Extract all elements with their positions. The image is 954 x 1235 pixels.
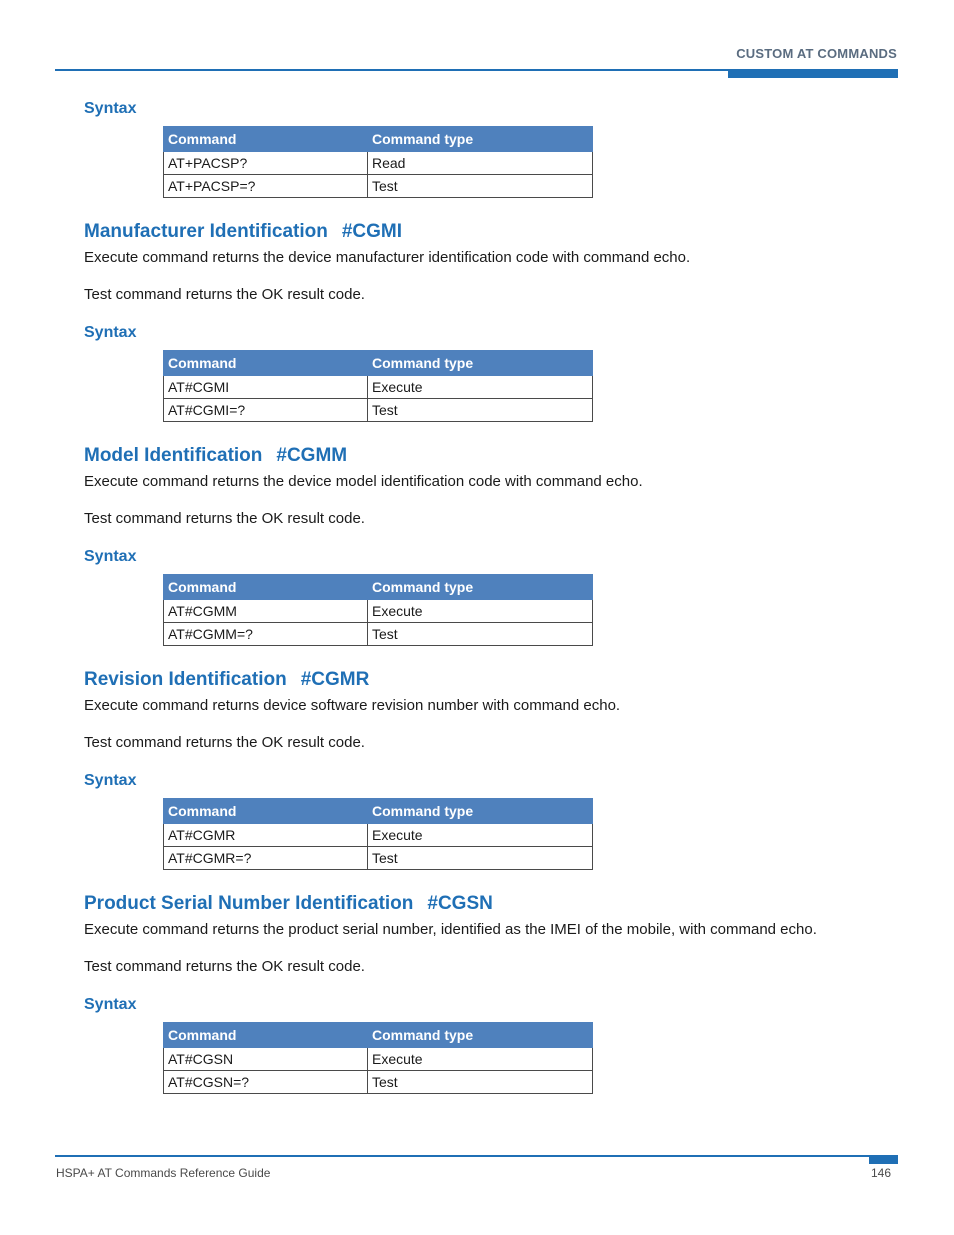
command-type-cell: Execute: [368, 600, 593, 623]
command-cell: AT#CGMR: [164, 824, 368, 847]
section-title-text: Product Serial Number Identification: [84, 893, 414, 914]
column-header-command: Command: [164, 799, 368, 824]
header-accent-block: [728, 69, 898, 78]
table-row: [164, 1048, 593, 1071]
command-cell: AT#CGMM: [164, 600, 368, 623]
command-type-cell: Test: [368, 623, 593, 646]
syntax-table: [163, 798, 593, 870]
command-cell: AT+PACSP=?: [164, 175, 368, 198]
section-test-note: Test command returns the OK result code.: [84, 510, 365, 527]
command-cell: AT#CGMI=?: [164, 399, 368, 422]
section-command-code: #CGMI: [341, 221, 403, 242]
syntax-table: [163, 1022, 593, 1094]
section-title: [84, 442, 904, 470]
table-header-row: [164, 575, 593, 600]
command-type-cell: Read: [368, 152, 593, 175]
column-header-command: Command: [164, 1023, 368, 1048]
section-command-code: #CGSN: [427, 893, 493, 914]
table-row: [164, 623, 593, 646]
command-cell: AT+PACSP?: [164, 152, 368, 175]
column-header-command-type: Command type: [368, 799, 593, 824]
command-type-cell: Test: [368, 399, 593, 422]
section-title: [84, 218, 904, 246]
table-header-row: [164, 127, 593, 152]
syntax-table: [163, 126, 593, 198]
section-test-note: Test command returns the OK result code.: [84, 286, 365, 303]
section-description: Execute command returns the product serial number, identified as the IMEI of the mobile, with command echo.: [84, 921, 817, 938]
section-title: [84, 890, 904, 918]
section-description: Execute command returns the device manufacturer identification code with command echo.: [84, 249, 691, 266]
page-number: 146: [870, 1166, 891, 1180]
page-content: [84, 97, 904, 1094]
command-type-cell: Test: [368, 175, 593, 198]
table-row: [164, 824, 593, 847]
syntax-heading: Syntax: [84, 324, 137, 341]
section-test-note: Test command returns the OK result code.: [84, 734, 365, 751]
command-cell: AT#CGSN=?: [164, 1071, 368, 1094]
section-label: CUSTOM AT COMMANDS: [736, 46, 897, 61]
command-cell: AT#CGSN: [164, 1048, 368, 1071]
column-header-command-type: Command type: [368, 1023, 593, 1048]
section-test-note: Test command returns the OK result code.: [84, 958, 365, 975]
table-header-row: [164, 1023, 593, 1048]
table-row: [164, 175, 593, 198]
table-row: [164, 847, 593, 870]
syntax-table: [163, 350, 593, 422]
footer-doc-title: HSPA+ AT Commands Reference Guide: [56, 1166, 271, 1180]
syntax-table: [163, 574, 593, 646]
table-row: [164, 600, 593, 623]
command-cell: AT#CGMI: [164, 376, 368, 399]
column-header-command-type: Command type: [368, 575, 593, 600]
footer-rule: [55, 1155, 898, 1157]
table-row: [164, 399, 593, 422]
section-command-code: #CGMM: [276, 445, 348, 466]
command-type-cell: Test: [368, 1071, 593, 1094]
table-row: [164, 1071, 593, 1094]
section-title-text: Revision Identification: [84, 669, 287, 690]
command-cell: AT#CGMR=?: [164, 847, 368, 870]
section-title-text: Model Identification: [84, 445, 263, 466]
command-type-cell: Execute: [368, 376, 593, 399]
command-type-cell: Execute: [368, 1048, 593, 1071]
command-cell: AT#CGMM=?: [164, 623, 368, 646]
table-row: [164, 152, 593, 175]
table-header-row: [164, 799, 593, 824]
syntax-heading: Syntax: [84, 996, 137, 1013]
footer-accent-block: [869, 1155, 898, 1164]
column-header-command: Command: [164, 351, 368, 376]
syntax-heading: Syntax: [84, 100, 137, 117]
section-description: Execute command returns the device model identification code with command echo.: [84, 473, 643, 490]
column-header-command-type: Command type: [368, 127, 593, 152]
column-header-command: Command: [164, 127, 368, 152]
section-description: Execute command returns device software revision number with command echo.: [84, 697, 621, 714]
section-title-text: Manufacturer Identification: [84, 221, 328, 242]
syntax-heading: Syntax: [84, 772, 137, 789]
table-header-row: [164, 351, 593, 376]
command-type-cell: Execute: [368, 824, 593, 847]
table-row: [164, 376, 593, 399]
command-type-cell: Test: [368, 847, 593, 870]
section-title: [84, 666, 904, 694]
column-header-command: Command: [164, 575, 368, 600]
syntax-heading: Syntax: [84, 548, 137, 565]
column-header-command-type: Command type: [368, 351, 593, 376]
section-command-code: #CGMR: [300, 669, 370, 690]
